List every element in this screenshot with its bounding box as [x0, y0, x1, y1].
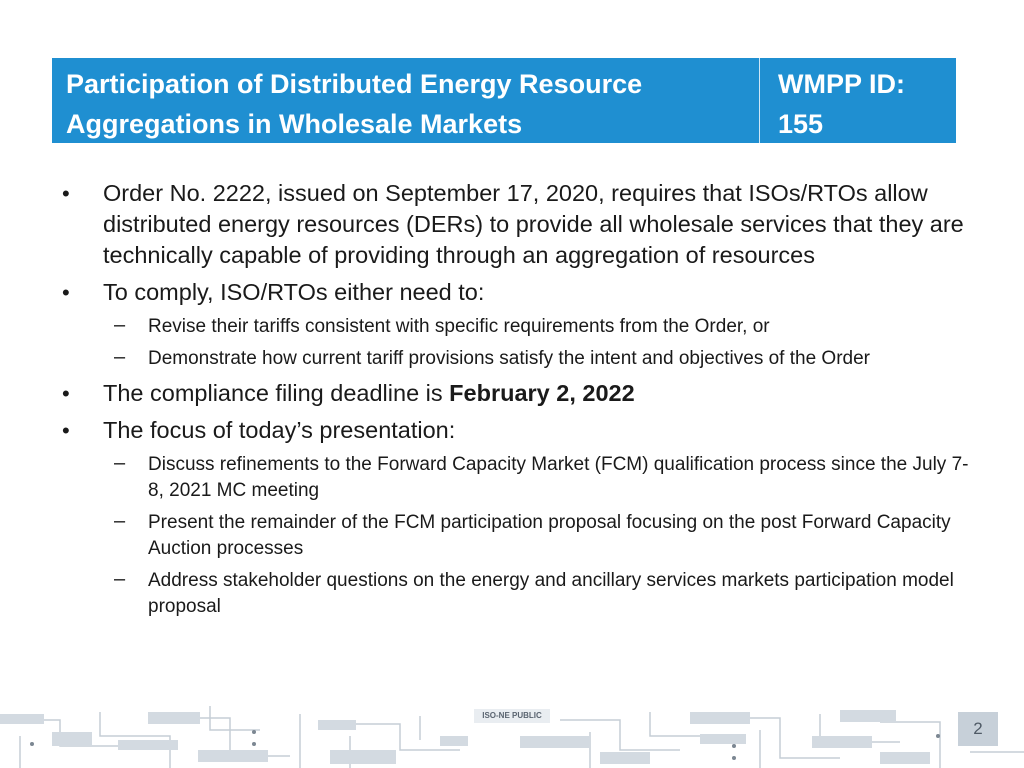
bullet-item: [62, 378, 972, 409]
dash-icon: –: [114, 346, 126, 368]
bullet-text: The focus of today’s presentation:: [103, 417, 456, 443]
bullet-icon: •: [62, 181, 70, 206]
dash-icon: –: [114, 314, 126, 336]
bullet-icon: •: [62, 280, 70, 305]
wmpp-id-label: WMPP ID:: [778, 69, 905, 99]
bullet-item: [62, 277, 972, 308]
sub-bullet-item: [62, 314, 972, 340]
sub-bullet-item: [62, 510, 972, 562]
bullet-text: Order No. 2222, issued on September 17, 2020, requires that ISOs/RTOs allow distributed energy resources (DERs) to provide all wholesale services that they are technically capable of providing through an aggregation of resources: [103, 180, 964, 268]
bullet-icon: •: [62, 381, 70, 406]
sub-bullet-text: Discuss refinements to the Forward Capacity Market (FCM) qualification process since the July 7-8, 2021 MC meeting: [148, 454, 969, 501]
sub-bullet-text: Revise their tariffs consistent with specific requirements from the Order, or: [148, 316, 770, 337]
iso-ne-public-tag: ISO-NE PUBLIC: [474, 709, 550, 723]
sub-bullet-text: Address stakeholder questions on the energy and ancillary services markets participation model proposal: [148, 570, 954, 617]
bullet-text: To comply, ISO/RTOs either need to:: [103, 279, 485, 305]
dash-icon: –: [114, 452, 126, 474]
bullet-text: [103, 380, 635, 406]
page-number: 2: [958, 712, 998, 746]
wmpp-id-value: 155: [778, 109, 824, 139]
sub-bullet-text: Demonstrate how current tariff provisions satisfy the intent and objectives of the Order: [148, 348, 870, 369]
dash-icon: –: [114, 510, 126, 532]
sub-bullet-item: [62, 346, 972, 372]
title-bar: [52, 58, 956, 143]
bullet-icon: •: [62, 418, 70, 443]
sub-bullet-item: [62, 452, 972, 504]
sub-bullet-item: [62, 568, 972, 620]
sub-bullet-text: Present the remainder of the FCM participation proposal focusing on the post Forward Capacity Auction processes: [148, 512, 951, 559]
slide-content: [62, 178, 972, 626]
deadline-date: February 2, 2022: [449, 380, 635, 406]
dash-icon: –: [114, 568, 126, 590]
bullet-item: [62, 415, 972, 446]
wmpp-id: [760, 58, 956, 143]
bullet-text-prefix: The compliance filing deadline is: [103, 380, 450, 406]
slide-title: Participation of Distributed Energy Resource Aggregations in Wholesale Markets: [52, 58, 760, 143]
bullet-item: [62, 178, 972, 271]
